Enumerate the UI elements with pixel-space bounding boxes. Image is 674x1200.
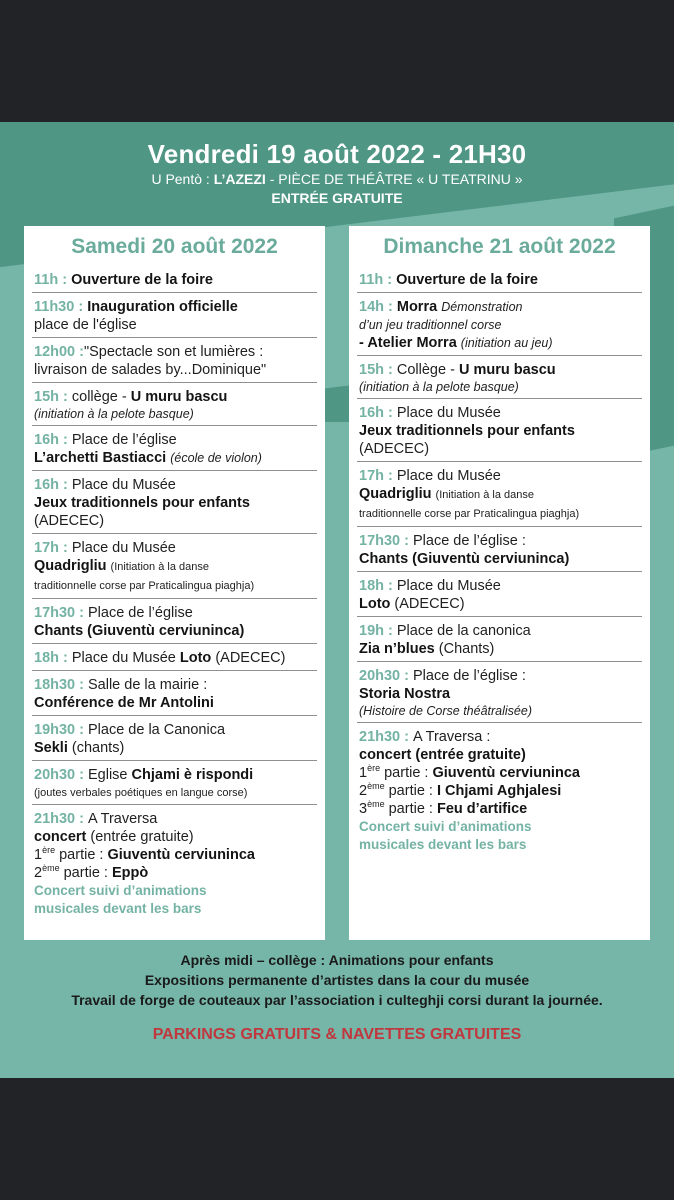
entry-time: 19h30 : [34, 722, 88, 738]
sunday-title: Dimanche 21 août 2022 [383, 235, 616, 258]
entry-line [34, 784, 315, 801]
entry-text: Conférence de Mr Antolini [34, 695, 214, 711]
entry-line [34, 864, 315, 882]
saturday-title: Samedi 20 août 2022 [71, 235, 278, 258]
entry-line [34, 604, 315, 622]
entry-text: Morra [396, 299, 442, 315]
entry-line [359, 532, 640, 550]
entry-line [34, 316, 315, 334]
entry-line [34, 810, 315, 828]
program-entry [32, 603, 317, 644]
entry-text: Salle de la mairie : [88, 677, 208, 693]
entry-text: Zia n’blues [359, 641, 435, 657]
entry-text: U muru bascu [458, 362, 556, 378]
entry-line [359, 485, 640, 504]
entry-line [34, 622, 315, 640]
entry-time: 12h00 : [34, 344, 84, 360]
entry-line [34, 721, 315, 739]
entry-text: Place de la canonica [396, 623, 531, 639]
entry-text: partie : [384, 801, 437, 817]
program-entry [32, 387, 317, 426]
entry-time: 21h30 : [34, 811, 88, 827]
entry-line [359, 818, 640, 836]
entry-text: (ADECEC) [390, 596, 465, 612]
saturday-program-panel [24, 226, 325, 940]
entry-text: Concert suivi d’animations [359, 819, 532, 834]
entry-line [34, 557, 315, 576]
entry-text: Jeux traditionnels pour enfants [359, 423, 575, 439]
entry-text: Place du Musée [71, 650, 180, 666]
entry-time: 20h30 : [34, 767, 88, 783]
entry-text: Quadrigliu [34, 558, 111, 574]
entry-text: Place du Musée [71, 540, 176, 556]
entry-line [34, 676, 315, 694]
entry-text: Place de l’église [71, 432, 177, 448]
entry-text: - Atelier Morra [359, 335, 461, 351]
entry-text: Place de l’église : [413, 668, 526, 684]
program-entry [32, 809, 317, 921]
entry-line [34, 576, 315, 595]
program-entry [357, 576, 642, 617]
entry-text: (entrée gratuite) [86, 829, 194, 845]
entry-line [34, 766, 315, 784]
entry-line [34, 406, 315, 422]
entry-text: 1 [34, 847, 43, 863]
entry-text: Place de l’église : [413, 533, 526, 549]
entry-text: Place du Musée [396, 468, 501, 484]
entry-line [34, 431, 315, 449]
entry-time: 18h : [359, 578, 397, 594]
poster-header [0, 138, 674, 208]
entry-line [359, 703, 640, 719]
program-entry [32, 648, 317, 671]
entry-time: 17h : [359, 468, 397, 484]
program-entry [32, 720, 317, 761]
program-entry [357, 531, 642, 572]
entry-line [34, 882, 315, 900]
program-entry [357, 360, 642, 399]
program-entry [32, 475, 317, 534]
friday-event-title: Vendredi 19 août 2022 - 21H30 [147, 139, 527, 169]
entry-time: 15h : [359, 362, 397, 378]
entry-text: concert [34, 829, 87, 845]
program-entry [32, 342, 317, 383]
entry-text: Loto [179, 650, 212, 666]
entry-line [359, 504, 640, 523]
entry-text: (initiation à la pelote basque) [34, 407, 194, 421]
entry-time: 16h : [34, 477, 72, 493]
entry-line [359, 836, 640, 854]
entry-text: 2 [359, 783, 368, 799]
free-entry-label: ENTRÉE GRATUITE [271, 190, 403, 206]
entry-line [34, 271, 315, 289]
program-entry [357, 666, 642, 723]
sunday-program-panel [349, 226, 650, 940]
entry-text: Inauguration officielle [87, 299, 238, 315]
event-poster [0, 122, 674, 1078]
entry-text: ème [42, 863, 60, 874]
entry-line [359, 746, 640, 764]
entry-text: partie : [55, 847, 108, 863]
entry-text: 2 [34, 865, 43, 881]
entry-time: 11h : [34, 272, 72, 288]
entry-time: 14h : [359, 299, 397, 315]
entry-text: (école de violon) [170, 451, 262, 465]
entry-text: (Initiation à la danse [110, 561, 209, 573]
entry-line [359, 764, 640, 782]
entry-text: A Traversa [88, 811, 158, 827]
entry-text: 1 [359, 765, 368, 781]
entry-text: Eppò [111, 865, 149, 881]
entry-line [359, 404, 640, 422]
program-entry [32, 430, 317, 471]
entry-text: A Traversa : [413, 729, 491, 745]
entry-text: (chants) [67, 740, 125, 756]
entry-text: Ouverture de la foire [71, 272, 213, 288]
entry-text: d’un jeu traditionnel corse [359, 318, 502, 332]
entry-text: (joutes verbales poétiques en langue corse) [34, 787, 248, 799]
entry-time: 21h30 : [359, 729, 413, 745]
entry-line [359, 379, 640, 395]
entry-line [34, 828, 315, 846]
entry-text: livraison de salades by...Dominique" [34, 362, 267, 378]
entry-text: musicales devant les bars [34, 901, 202, 916]
entry-text: Jeux traditionnels pour enfants [34, 495, 250, 511]
entry-time: 11h : [359, 272, 397, 288]
entry-text: Démonstration [441, 300, 523, 314]
entry-text: Quadrigliu [359, 486, 436, 502]
entry-time: 11h30 : [34, 299, 88, 315]
entry-line [359, 667, 640, 685]
entry-text: (Chants) [434, 641, 495, 657]
entry-line [359, 622, 640, 640]
entry-line [34, 512, 315, 530]
entry-line [359, 361, 640, 379]
entry-line [34, 343, 315, 361]
entry-line [359, 467, 640, 485]
entry-text: concert (entrée gratuite) [359, 747, 526, 763]
entry-text: ème [367, 781, 385, 792]
entry-line [359, 334, 640, 352]
entry-line [359, 728, 640, 746]
entry-time: 19h : [359, 623, 397, 639]
program-entry [357, 727, 642, 857]
entry-line [359, 440, 640, 458]
entry-line [34, 694, 315, 712]
entry-text: ère [42, 845, 56, 856]
entry-time: 17h30 : [359, 533, 413, 549]
friday-event-subtitle [0, 170, 674, 188]
entry-text: Place de la Canonica [88, 722, 226, 738]
entry-text: Feu d’artifice [436, 801, 528, 817]
entry-text: (initiation au jeu) [460, 336, 553, 350]
entry-text: (ADECEC) [211, 650, 286, 666]
entry-text: collège - [71, 389, 131, 405]
entry-line [359, 800, 640, 818]
entry-text: Collège - [396, 362, 459, 378]
entry-line [34, 539, 315, 557]
program-entry [32, 765, 317, 805]
entry-text: ère [367, 763, 381, 774]
entry-text: Loto [359, 596, 391, 612]
entry-time: 15h : [34, 389, 72, 405]
program-entry [32, 675, 317, 716]
entry-line [34, 494, 315, 512]
entry-text: 3 [359, 801, 368, 817]
entry-text: L’archetti Bastiacci [34, 450, 171, 466]
entry-text: Giuventù cerviuninca [432, 765, 580, 781]
entry-time: 20h30 : [359, 668, 413, 684]
subtitle-play-name: L’AZEZI [213, 171, 266, 187]
entry-time: 16h : [34, 432, 72, 448]
entry-text: (ADECEC) [34, 513, 105, 529]
entry-line [359, 316, 640, 334]
footer-info-line: Après midi – collège : Animations pour enfants [180, 952, 494, 968]
entry-line [34, 449, 315, 467]
sunday-entries [357, 270, 642, 857]
parking-notice: PARKINGS GRATUITS & NAVETTES GRATUITES [152, 1026, 522, 1043]
entry-text: "Spectacle son et lumières : [83, 344, 264, 360]
entry-line [359, 271, 640, 289]
entry-line [34, 361, 315, 379]
program-entry [32, 538, 317, 599]
subtitle-suffix: - PIÈCE DE THÉÂTRE « U TEATRINU » [265, 171, 523, 187]
entry-text: traditionnelle corse par Praticalingua piaghja) [359, 508, 580, 520]
entry-text: Ouverture de la foire [396, 272, 538, 288]
entry-time: 17h : [34, 540, 72, 556]
entry-text: Storia Nostra [359, 686, 451, 702]
entry-line [359, 298, 640, 316]
entry-text: Place du Musée [396, 578, 501, 594]
program-entry [357, 621, 642, 662]
entry-text: Chants (Giuventù cerviuninca) [359, 551, 570, 567]
entry-text: partie : [380, 765, 433, 781]
footer-info-line: Travail de forge de couteaux par l’association i culteghji corsi durant la journée. [71, 992, 603, 1008]
entry-text: Place du Musée [396, 405, 501, 421]
program-entry [357, 466, 642, 527]
entry-text: ème [367, 799, 385, 810]
program-entry [32, 270, 317, 293]
footer-info-line: Expositions permanente d’artistes dans la cour du musée [144, 972, 530, 988]
entry-line [34, 846, 315, 864]
entry-line [34, 900, 315, 918]
entry-text: Concert suivi d’animations [34, 883, 207, 898]
entry-text: traditionnelle corse par Praticalingua piaghja) [34, 580, 255, 592]
entry-line [359, 577, 640, 595]
entry-line [359, 550, 640, 568]
entry-line [34, 649, 315, 667]
entry-line [359, 422, 640, 440]
entry-text: partie : [59, 865, 112, 881]
entry-line [359, 595, 640, 613]
entry-line [359, 685, 640, 703]
entry-text: (Initiation à la danse [435, 489, 534, 501]
entry-text: U muru bascu [130, 389, 228, 405]
entry-text: partie : [384, 783, 437, 799]
entry-line [34, 388, 315, 406]
program-entry [32, 297, 317, 338]
entry-text: Sekli [34, 740, 68, 756]
entry-line [34, 739, 315, 757]
entry-time: 18h30 : [34, 677, 88, 693]
entry-text: (Histoire de Corse théâtralisée) [359, 704, 532, 718]
entry-time: 16h : [359, 405, 397, 421]
entry-text: Place du Musée [71, 477, 176, 493]
entry-line [34, 298, 315, 316]
entry-line [359, 640, 640, 658]
entry-text: musicales devant les bars [359, 837, 527, 852]
poster-footer [0, 950, 674, 1044]
entry-text: (ADECEC) [359, 441, 430, 457]
entry-text: Chjami è rispondi [131, 767, 254, 783]
entry-text: Eglise [88, 767, 132, 783]
entry-time: 18h : [34, 650, 72, 666]
entry-text: I Chjami Aghjalesi [436, 783, 562, 799]
subtitle-prefix: U Pentò : [151, 171, 214, 187]
entry-line [34, 476, 315, 494]
entry-text: (initiation à la pelote basque) [359, 380, 519, 394]
entry-text: Place de l’église [88, 605, 193, 621]
saturday-entries [32, 270, 317, 921]
program-entry [357, 403, 642, 462]
entry-line [359, 782, 640, 800]
entry-text: Giuventù cerviuninca [107, 847, 255, 863]
entry-time: 17h30 : [34, 605, 88, 621]
program-entry [357, 270, 642, 293]
entry-text: Chants (Giuventù cerviuninca) [34, 623, 245, 639]
program-entry [357, 297, 642, 356]
entry-text: place de l'église [34, 317, 137, 333]
